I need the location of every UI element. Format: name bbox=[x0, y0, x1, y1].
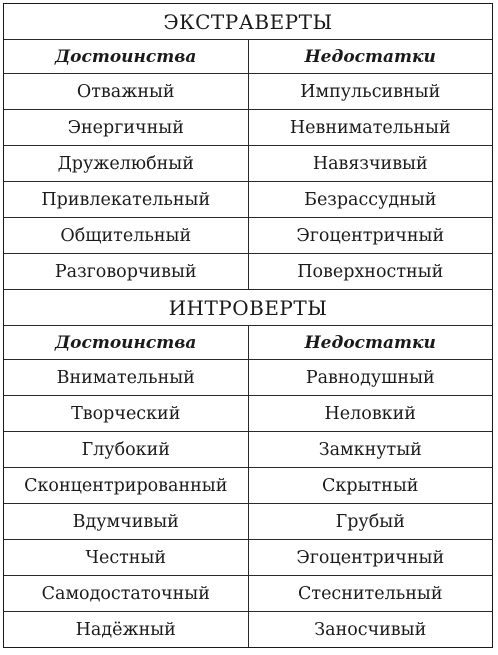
section-title-row bbox=[4, 290, 492, 326]
column-header-weaknesses: Недостатки bbox=[248, 40, 492, 74]
weakness-cell: Импульсивный bbox=[248, 74, 492, 110]
table-row bbox=[4, 110, 492, 146]
weakness-cell: Эгоцентричный bbox=[248, 540, 492, 576]
traits-table-frame bbox=[3, 3, 493, 648]
column-header-row bbox=[4, 326, 492, 360]
strength-cell: Творческий bbox=[4, 396, 248, 432]
table-row bbox=[4, 396, 492, 432]
weakness-cell: Неловкий bbox=[248, 396, 492, 432]
weakness-cell: Заносчивый bbox=[248, 612, 492, 648]
weakness-cell: Невнимательный bbox=[248, 110, 492, 146]
column-header-strengths: Достоинства bbox=[4, 40, 248, 74]
weakness-cell: Скрытный bbox=[248, 468, 492, 504]
strength-cell: Глубокий bbox=[4, 432, 248, 468]
column-header-strengths: Достоинства bbox=[4, 326, 248, 360]
table-row bbox=[4, 432, 492, 468]
column-header-weaknesses: Недостатки bbox=[248, 326, 492, 360]
weakness-cell: Равнодушный bbox=[248, 360, 492, 396]
weakness-cell: Поверхностный bbox=[248, 254, 492, 290]
strength-cell: Внимательный bbox=[4, 360, 248, 396]
weakness-cell: Замкнутый bbox=[248, 432, 492, 468]
weakness-cell: Эгоцентричный bbox=[248, 218, 492, 254]
table-row bbox=[4, 182, 492, 218]
section-title-extraverts: ЭКСТРАВЕРТЫ bbox=[4, 4, 492, 40]
weakness-cell: Грубый bbox=[248, 504, 492, 540]
column-header-row bbox=[4, 40, 492, 74]
table-row bbox=[4, 540, 492, 576]
strength-cell: Отважный bbox=[4, 74, 248, 110]
strength-cell: Вдумчивый bbox=[4, 504, 248, 540]
strength-cell: Дружелюбный bbox=[4, 146, 248, 182]
section-title-introverts: ИНТРОВЕРТЫ bbox=[4, 290, 492, 326]
strength-cell: Самодостаточный bbox=[4, 576, 248, 612]
table-row bbox=[4, 74, 492, 110]
strength-cell: Разговорчивый bbox=[4, 254, 248, 290]
traits-table bbox=[4, 4, 492, 647]
weakness-cell: Навязчивый bbox=[248, 146, 492, 182]
strength-cell: Честный bbox=[4, 540, 248, 576]
table-row bbox=[4, 360, 492, 396]
table-row bbox=[4, 612, 492, 648]
table-row bbox=[4, 468, 492, 504]
table-row bbox=[4, 504, 492, 540]
strength-cell: Сконцентрированный bbox=[4, 468, 248, 504]
table-row bbox=[4, 254, 492, 290]
strength-cell: Надёжный bbox=[4, 612, 248, 648]
strength-cell: Привлекательный bbox=[4, 182, 248, 218]
strength-cell: Энергичный bbox=[4, 110, 248, 146]
weakness-cell: Стеснительный bbox=[248, 576, 492, 612]
section-title-row bbox=[4, 4, 492, 40]
table-row bbox=[4, 146, 492, 182]
table-row bbox=[4, 576, 492, 612]
strength-cell: Общительный bbox=[4, 218, 248, 254]
table-row bbox=[4, 218, 492, 254]
weakness-cell: Безрассудный bbox=[248, 182, 492, 218]
